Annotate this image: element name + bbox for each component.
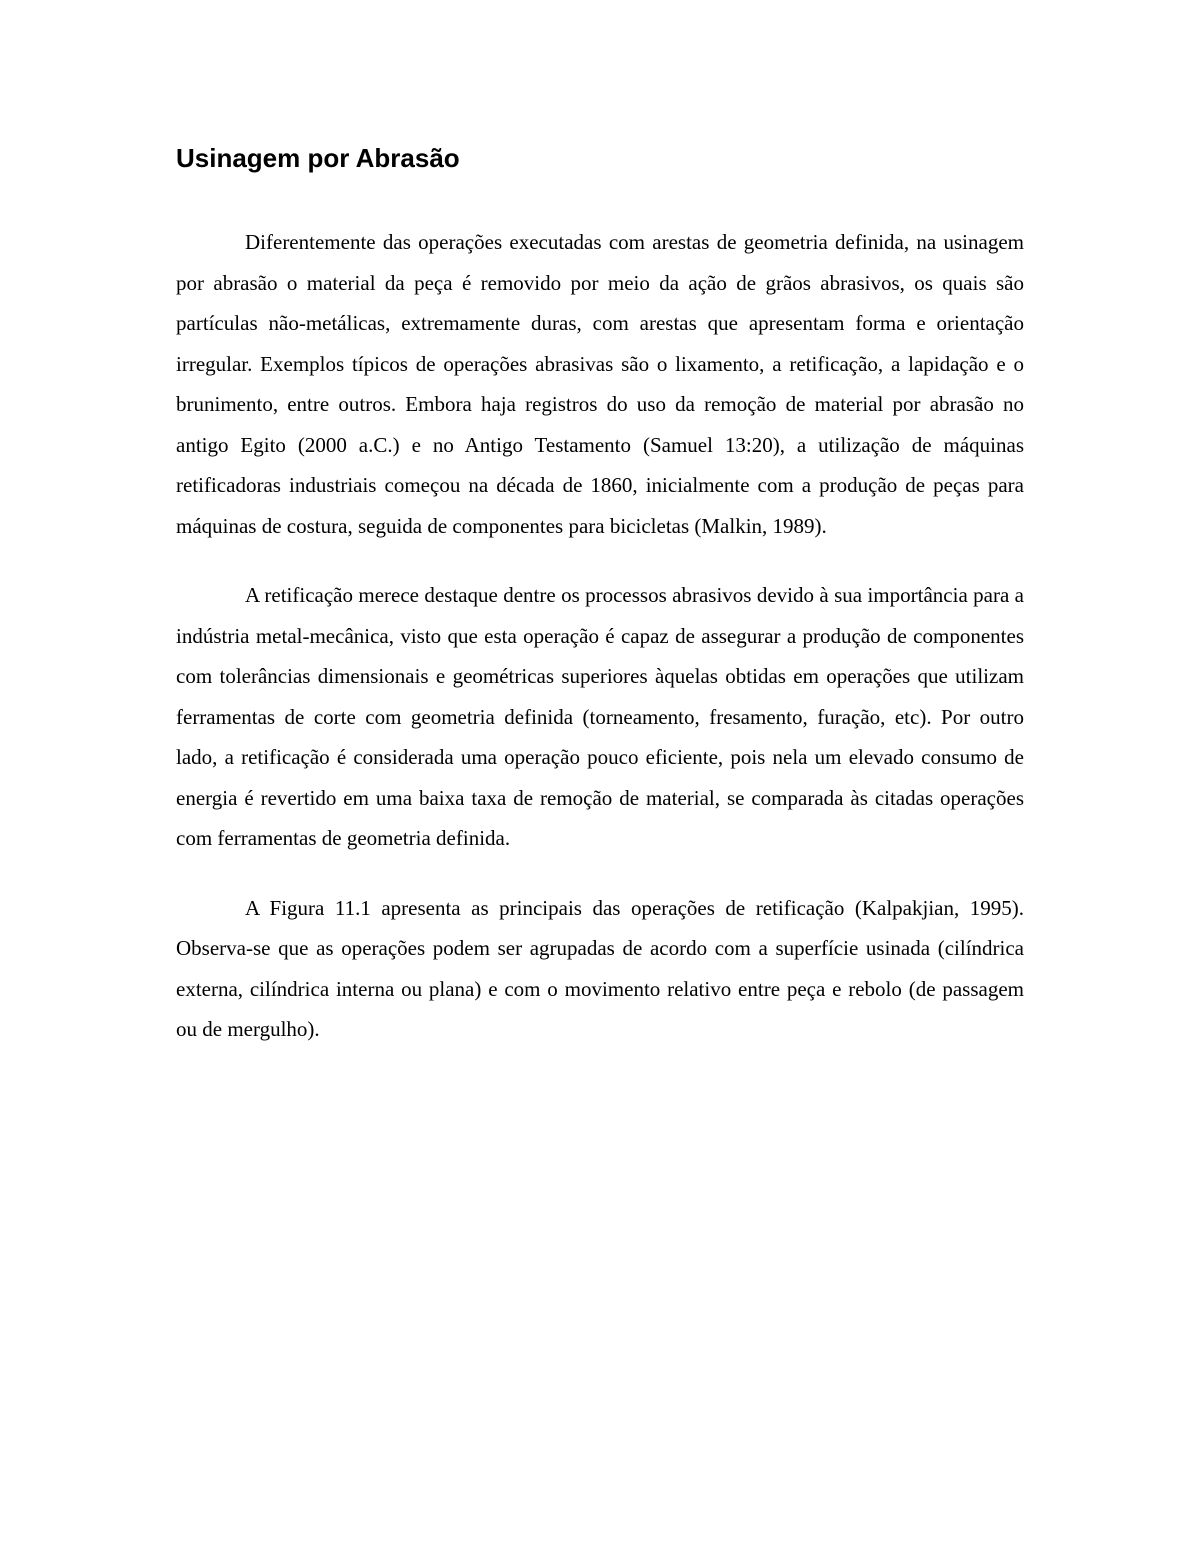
document-body: [176, 140, 1024, 1079]
paragraph: A retificação merece destaque dentre os processos abrasivos devido à sua importância para a indústria metal-mecânica, visto que esta operação é capaz de assegurar a produção de componentes com tolerâncias dimensionais e geométricas superiores àquelas obtidas em operações que utilizam ferramentas de corte com geometria definida (torneamento, fresamento, furação, etc). Por outro lado, a retificação é considerada uma operação pouco eficiente, pois nela um elevado consumo de energia é revertido em uma baixa taxa de remoção de material, se comparada às citadas operações com ferramentas de geometria definida.: [176, 583, 1024, 850]
paragraph: A Figura 11.1 apresenta as principais das operações de retificação (Kalpakjian, 1995). Observa-se que as operações podem ser agrupadas de acordo com a superfície usinada (cilíndrica externa, cilíndrica interna ou plana) e com o movimento relativo entre peça e rebolo (de passagem ou de mergulho).: [176, 895, 1024, 1041]
section-title: Usinagem por Abrasão: [176, 143, 460, 173]
paragraph: Diferentemente das operações executadas com arestas de geometria definida, na usinagem por abrasão o material da peça é removido por meio da ação de grãos abrasivos, os quais são partículas não-metálicas, extremamente duras, com arestas que apresentam forma e orientação irregular. Exemplos típicos de operações abrasivas são o lixamento, a retificação, a lapidação e o brunimento, entre outros. Embora haja registros do uso da remoção de material por abrasão no antigo Egito (2000 a.C.) e no Antigo Testamento (Samuel 13:20), a utilização de máquinas retificadoras industriais começou na década de 1860, inicialmente com a produção de peças para máquinas de costura, seguida de componentes para bicicletas (Malkin, 1989).: [176, 230, 1024, 538]
